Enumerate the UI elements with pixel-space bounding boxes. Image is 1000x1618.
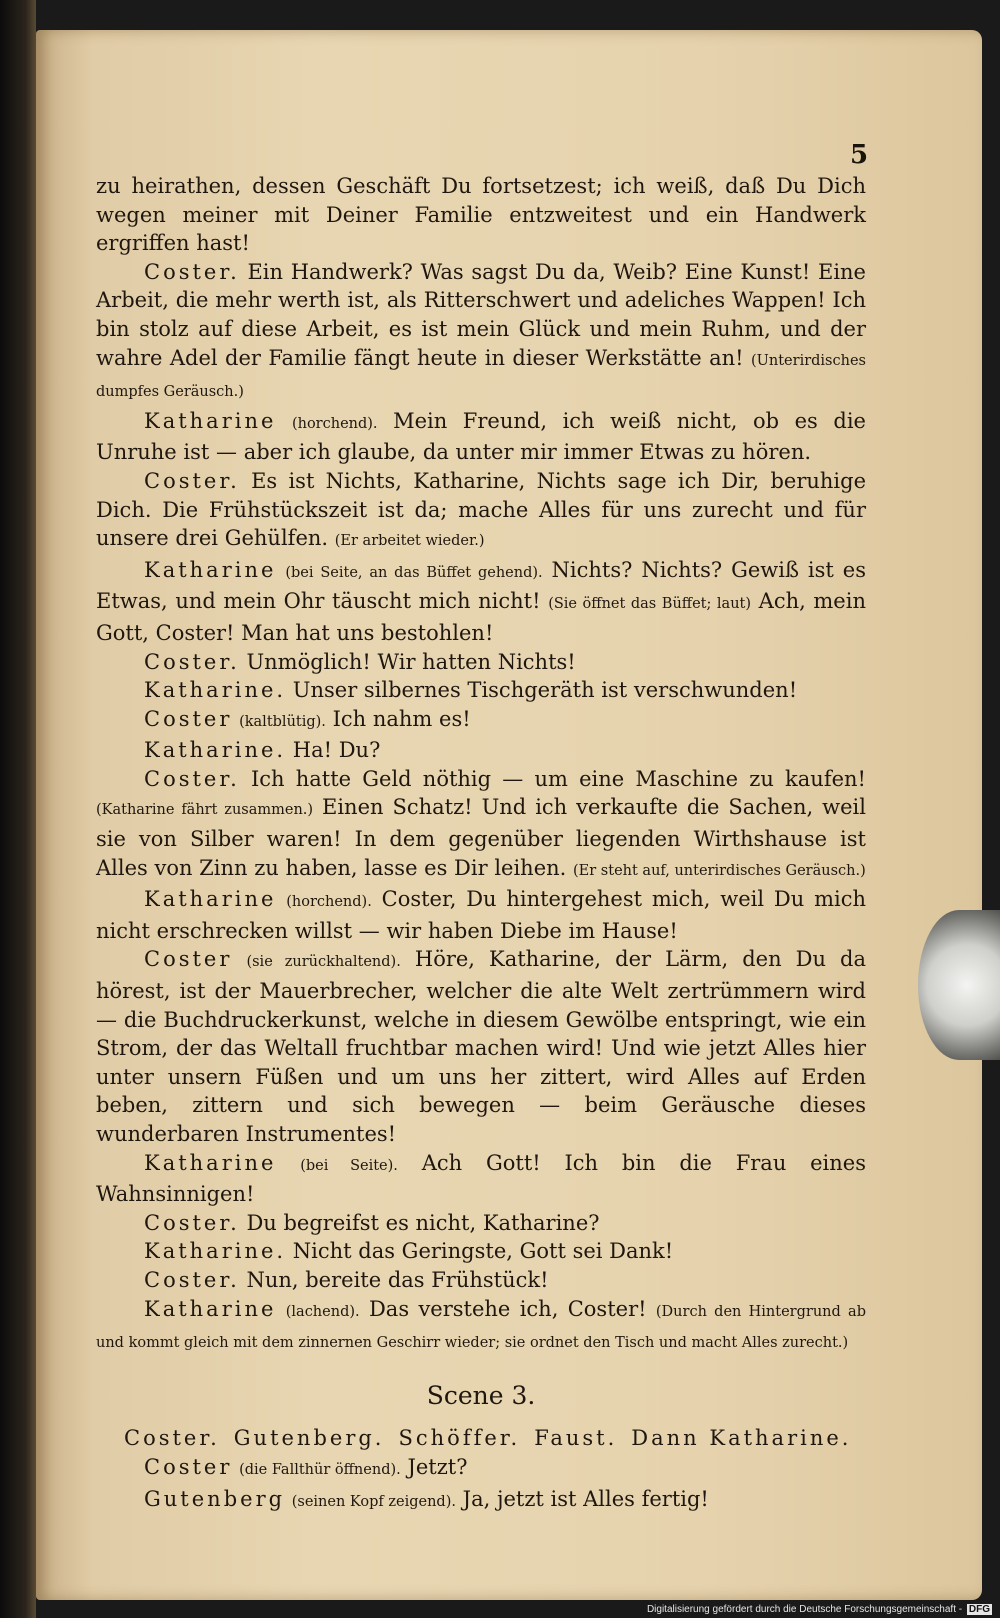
spoken-text: Ach Gott! Ich bin die Frau eines Wahnsinnigen!	[96, 1150, 867, 1207]
stage-direction: (Katharine fährt zusammen.)	[96, 802, 314, 819]
cast-member: Coster.	[124, 1426, 220, 1451]
scene-lines	[96, 1453, 866, 1516]
page-number: 5	[850, 140, 869, 170]
cast-member: Gutenberg.	[233, 1426, 385, 1451]
stage-direction: (horchend).	[291, 415, 378, 432]
dialogue-line	[96, 736, 866, 765]
scene-title: Scene 3.	[426, 1380, 536, 1410]
dialogue-line	[96, 1453, 866, 1485]
speaker-name: Gutenberg	[144, 1486, 286, 1511]
book-gutter	[0, 0, 36, 1618]
stage-direction: (horchend).	[286, 894, 372, 911]
dialogue-line	[96, 1237, 866, 1266]
speaker-name: Katharine	[144, 557, 277, 582]
cast-member: Schöffer.	[398, 1426, 521, 1451]
stage-direction: (Sie öffnet das Büffet; laut)	[548, 596, 752, 613]
spoken-text: Jetzt?	[407, 1454, 468, 1479]
speaker-name: Coster.	[144, 649, 240, 674]
stage-direction: (Unterirdisches dumpfes Geräusch.)	[96, 352, 866, 401]
speaker-name: Katharine	[144, 887, 277, 912]
cast-member: Faust.	[534, 1426, 618, 1451]
dialogue-line	[96, 765, 866, 885]
speaker-name: Coster	[144, 1454, 233, 1479]
dialogue-line	[96, 885, 866, 945]
cast-member: Dann Katharine.	[631, 1426, 852, 1451]
stage-direction: (bei Seite).	[300, 1157, 398, 1174]
spoken-text: Ja, jetzt ist Alles fertig!	[462, 1486, 709, 1511]
dialogue-line	[96, 556, 866, 648]
spoken-text: Ich hatte Geld nöthig — um eine Maschine zu kaufen!	[250, 766, 866, 791]
stage-direction: (sie zurückhaltend).	[246, 954, 401, 971]
speaker-name: Katharine	[144, 1296, 277, 1321]
spoken-text: Nun, bereite das Frühstück!	[246, 1267, 549, 1292]
speaker-name: Coster.	[144, 468, 240, 493]
dialogue-line	[96, 1209, 866, 1238]
speaker-name: Coster.	[144, 1267, 240, 1292]
speaker-name: Coster	[144, 947, 233, 972]
spoken-text: Nichts? Nichts? Gewiß ist es Etwas, und mein Ohr täuscht mich nicht!	[96, 557, 866, 614]
dialogue-lines	[96, 172, 866, 1358]
stage-direction: (kaltblütig).	[239, 713, 326, 730]
speaker-name: Coster	[144, 706, 233, 731]
speaker-name: Coster.	[144, 1210, 240, 1235]
speaker-name: Coster.	[144, 766, 240, 791]
spoken-text: Ein Handwerk? Was sagst Du da, Weib? Eine Kunst! Eine Arbeit, die mehr werth ist, als Ritterschwert und adeliches Wappen! Ich bin stolz auf diese Arbeit, es ist mein Glück und mein Ruhm, und der wahre Adel der Familie fängt heute in dieser Werkstätte an!	[96, 259, 866, 370]
spoken-text: Einen Schatz! Und ich verkaufte die Sachen, weil sie von Silber waren! In dem gegenüber liegenden Wirthshause ist Alles von Zinn zu haben, lasse es Dir leihen.	[96, 795, 866, 880]
credit-text: Digitalisierung gefördert durch die Deutsche Forschungsgemeinschaft -	[646, 1604, 963, 1615]
stage-direction: (lachend).	[285, 1303, 360, 1320]
spoken-text: Nicht das Geringste, Gott sei Dank!	[292, 1239, 674, 1264]
speaker-name: Katharine.	[144, 1239, 287, 1264]
spoken-text: Coster, Du hintergehest mich, weil Du mich nicht erschrecken willst — wir haben Diebe im Hause!	[96, 887, 866, 943]
dialogue-line	[96, 1485, 866, 1517]
digitization-credit	[647, 1604, 992, 1615]
stage-direction: (die Fallthür öffnend).	[239, 1461, 401, 1478]
dialogue-line	[96, 1295, 866, 1358]
speaker-name: Katharine.	[144, 738, 287, 763]
page-clip	[918, 910, 1000, 1060]
stage-direction: (bei Seite, an das Büffet gehend).	[285, 564, 543, 581]
spoken-text: Ha! Du?	[292, 738, 381, 763]
dialogue-line	[96, 407, 866, 467]
dialogue-line	[96, 467, 866, 556]
dialogue-line	[96, 1149, 866, 1209]
dialogue-line	[96, 945, 866, 1148]
speaker-name: Katharine	[144, 1150, 277, 1175]
dialogue-line	[96, 1266, 866, 1295]
spoken-text: zu heirathen, dessen Geschäft Du fortsetzest; ich weiß, daß Du Dich wegen meiner mit Deiner Familie entzweitest und ein Handwerk ergriffen hast!	[96, 174, 866, 256]
stage-direction: (Er steht auf, unterirdisches Geräusch.)	[573, 862, 866, 879]
page-text	[96, 172, 866, 1516]
spoken-text: Das verstehe ich, Coster!	[368, 1296, 647, 1321]
speaker-name: Katharine.	[144, 678, 287, 703]
stage-direction: (seinen Kopf zeigend).	[291, 1493, 456, 1510]
dialogue-line	[96, 676, 866, 705]
dialogue-line	[96, 172, 866, 258]
dialogue-line	[96, 648, 866, 677]
spoken-text: Unmöglich! Wir hatten Nichts!	[246, 649, 576, 674]
stage-direction: (Er arbeitet wieder.)	[334, 533, 485, 550]
speaker-name: Katharine	[144, 408, 277, 433]
stage-direction: (Durch den Hintergrund ab und kommt gleich mit dem zinnernen Geschirr wieder; sie ordnet den Tisch und macht Alles zurecht.)	[96, 1303, 866, 1352]
dialogue-line	[96, 258, 866, 407]
spoken-text: Es ist Nichts, Katharine, Nichts sage ich Dir, beruhige Dich. Die Frühstückszeit ist da; mache Alles für uns zurecht und für unsere drei Gehülfen.	[96, 468, 866, 551]
spoken-text: Unser silbernes Tischgeräth ist verschwunden!	[292, 678, 798, 703]
spoken-text: Ach, mein Gott, Coster! Man hat uns bestohlen!	[96, 589, 866, 645]
scene-cast	[124, 1424, 866, 1453]
dialogue-line	[96, 705, 866, 737]
dfg-logo: DFG	[968, 1604, 990, 1615]
spoken-text: Mein Freund, ich weiß nicht, ob es die Unruhe ist — aber ich glaube, da unter mir immer Etwas zu hören.	[96, 408, 866, 465]
spoken-text: Du begreifst es nicht, Katharine?	[246, 1210, 600, 1235]
spoken-text: Ich nahm es!	[332, 706, 471, 731]
speaker-name: Coster.	[144, 259, 240, 284]
spoken-text: Höre, Katharine, der Lärm, den Du da hörest, ist der Mauerbrecher, welcher die alte Welt zertrümmern wird — die Buchdruckerkunst, welche in diesem Gewölbe entspringt, wie ein Strom, der das Weltall fruchtbar machen wird! Und wie jetzt Alles hier unter unsern Füßen und um uns her zittert, wird Alles auf Erden beben, zittern und sich bewegen — beim Geräusche dieses wunderbaren Instrumentes!	[96, 947, 866, 1146]
